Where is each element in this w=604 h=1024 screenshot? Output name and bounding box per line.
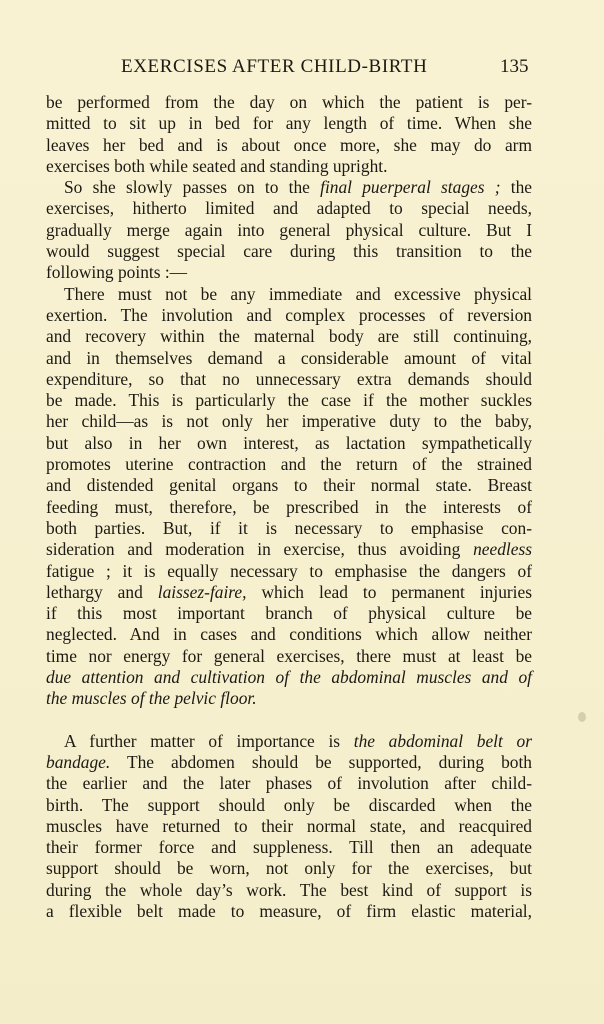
text-line <box>46 348 532 369</box>
italic-text: the muscles of the pelvic floor. <box>46 688 257 709</box>
text-run: a flexible belt made to measure, of firm elastic material, <box>46 900 532 921</box>
text-run: leaves her bed and is about once more, she may do arm <box>46 134 532 155</box>
text-line <box>46 773 532 794</box>
text-line <box>46 603 532 624</box>
text-run: gradually merge again into general physical culture. But I <box>46 219 532 240</box>
text-run: which lead to permanent injuries <box>246 581 532 602</box>
text-line <box>46 284 532 305</box>
text-run: feeding must, therefore, be prescribed in the interests of <box>46 496 532 517</box>
text-run: support should be worn, not only for the exercises, but <box>46 858 532 879</box>
text-run: There must not be any immediate and excessive physical <box>64 283 532 304</box>
text-line <box>46 858 532 879</box>
text-line <box>46 220 532 241</box>
text-run: So she slowly passes on to the <box>64 177 321 198</box>
text-line <box>46 177 532 198</box>
text-line <box>46 262 532 283</box>
text-run: her child—as is not only her imperative duty to the baby, <box>46 411 532 432</box>
text-line <box>46 752 532 773</box>
text-run: A further matter of importance is <box>64 730 354 751</box>
text-line <box>46 688 532 709</box>
chapter-title: EXERCISES AFTER CHILD-BIRTH <box>121 56 428 77</box>
text-run: but also in her own interest, as lactation sympathetically <box>46 432 532 453</box>
paragraph <box>46 92 532 177</box>
text-run: would suggest special care during this transition to the <box>46 241 532 262</box>
text-run: during the whole day’s work. The best kind of support is <box>46 879 532 900</box>
paragraph <box>46 731 532 923</box>
text-line <box>46 454 532 475</box>
text-run: mitted to sit up in bed for any length of time. When she <box>46 113 532 134</box>
italic-text: needless <box>473 539 532 560</box>
text-run: be made. This is particularly the case if the mother suckles <box>46 390 532 411</box>
italic-text: bandage. <box>46 751 111 772</box>
paragraph <box>46 284 532 710</box>
ink-spot <box>578 712 586 722</box>
text-run: both parties. But, if it is necessary to emphasise con- <box>46 517 532 538</box>
text-run: following points :— <box>46 262 188 283</box>
page-number: 135 <box>500 56 529 77</box>
text-line <box>46 624 532 645</box>
text-line <box>46 113 532 134</box>
text-line <box>46 411 532 432</box>
body-text <box>46 92 532 922</box>
running-head <box>0 52 604 80</box>
text-run: time nor energy for general exercises, there must at least be <box>46 645 532 666</box>
text-line <box>46 582 532 603</box>
text-run: expenditure, so that no unnecessary extra demands should <box>46 368 532 389</box>
text-run: their former force and suppleness. Till then an adequate <box>46 837 532 858</box>
text-line <box>46 561 532 582</box>
text-line <box>46 901 532 922</box>
text-run: promotes uterine contraction and the return of the strained <box>46 454 532 475</box>
text-line <box>46 305 532 326</box>
text-line <box>46 731 532 752</box>
text-line <box>46 497 532 518</box>
text-run: neglected. And in cases and conditions which allow neither <box>46 624 532 645</box>
text-line <box>46 795 532 816</box>
text-line <box>46 518 532 539</box>
paragraph-gap <box>46 710 532 731</box>
text-run: muscles have returned to their normal state, and reacquired <box>46 815 532 836</box>
text-line <box>46 92 532 113</box>
text-run: lethargy and <box>46 581 158 602</box>
text-line <box>46 198 532 219</box>
text-run: be performed from the day on which the patient is per- <box>46 92 532 112</box>
text-line <box>46 326 532 347</box>
text-line <box>46 241 532 262</box>
text-run: birth. The support should only be discarded when the <box>46 794 532 815</box>
text-run: the earlier and the later phases of involution after child- <box>46 773 532 794</box>
italic-text: final puerperal stages ; <box>320 177 501 198</box>
text-line <box>46 135 532 156</box>
text-line <box>46 390 532 411</box>
italic-text: due attention and cultivation of the abdominal muscles and of <box>46 667 532 688</box>
text-line <box>46 880 532 901</box>
text-line <box>46 369 532 390</box>
text-line <box>46 816 532 837</box>
text-run: and distended genital organs to their normal state. Breast <box>46 475 532 496</box>
text-run: exercises, hitherto limited and adapted to special needs, <box>46 198 532 219</box>
text-line <box>46 667 532 688</box>
italic-text: the abdominal belt or <box>353 730 532 751</box>
text-run: if this most important branch of physical culture be <box>46 603 532 624</box>
text-run: the <box>500 177 533 198</box>
text-line <box>46 156 532 177</box>
text-run: exertion. The involution and complex processes of reversion <box>46 304 532 325</box>
text-run: fatigue ; it is equally necessary to emphasise the dangers of <box>46 560 532 581</box>
text-run: and in themselves demand a considerable amount of vital <box>46 347 532 368</box>
text-run: sideration and moderation in exercise, thus avoiding <box>46 539 474 560</box>
text-line <box>46 475 532 496</box>
text-run: and recovery within the maternal body are still continuing, <box>46 326 532 347</box>
text-run: The abdomen should be supported, during both <box>110 751 532 772</box>
text-line <box>46 646 532 667</box>
text-line <box>46 539 532 560</box>
paragraph <box>46 177 532 283</box>
text-line <box>46 837 532 858</box>
text-line <box>46 433 532 454</box>
text-run: exercises both while seated and standing upright. <box>46 155 388 176</box>
italic-text: laissez-faire, <box>157 581 247 602</box>
